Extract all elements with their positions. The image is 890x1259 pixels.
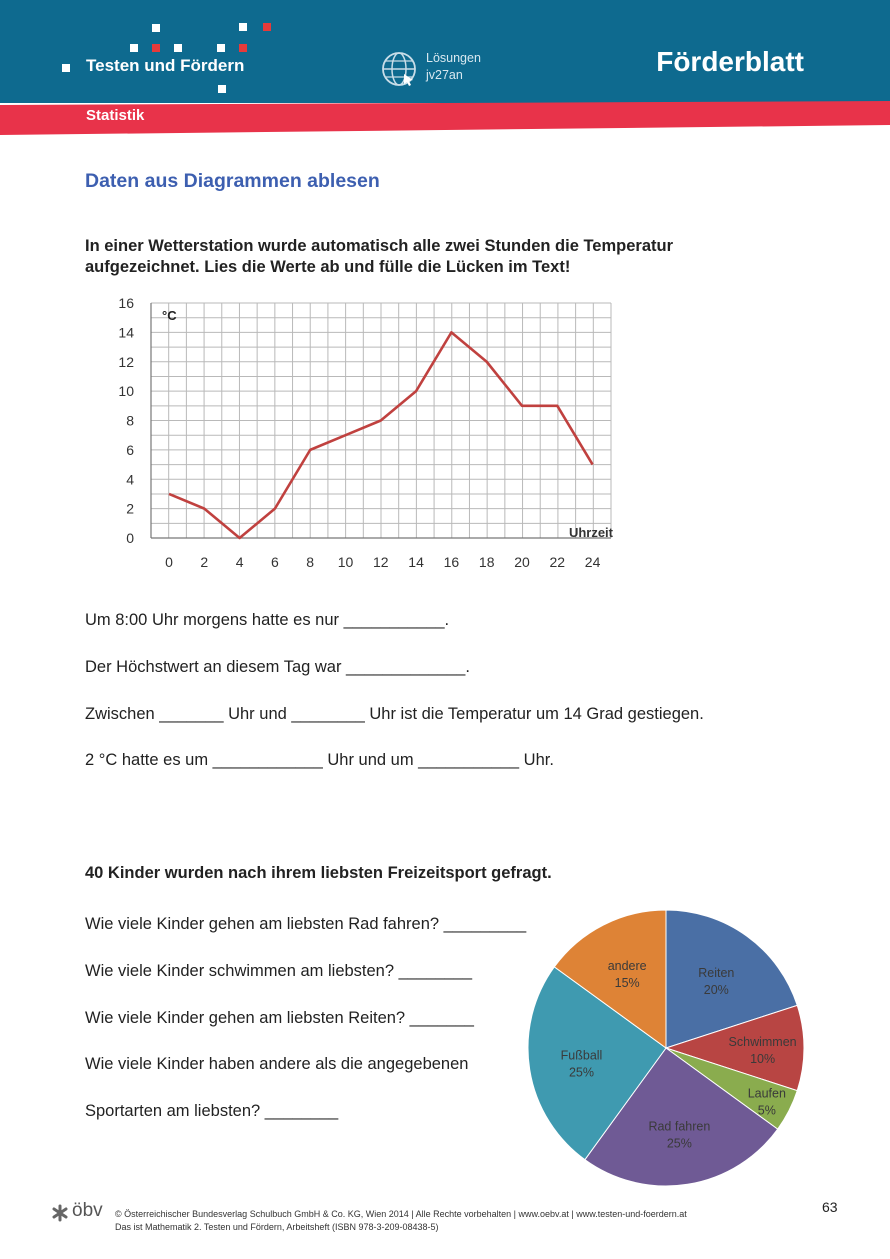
pie-slice-label: andere — [607, 958, 647, 973]
footer-isbn: Das ist Mathematik 2. Testen und Fördern, Arbeitsheft (ISBN 978-3-209-08438-5) — [115, 1222, 439, 1232]
y-tick-label: 4 — [126, 471, 134, 488]
solutions-label[interactable]: Lösungen — [426, 51, 481, 65]
task1-line2: aufgezeichnet. Lies die Werte ab und fülle die Lücken im Text! — [85, 258, 571, 276]
y-tick-label: 16 — [118, 295, 134, 311]
x-tick-label: 22 — [549, 554, 566, 570]
sheet-title: Förderblatt — [656, 46, 804, 77]
question-line: Wie viele Kinder haben andere als die angegebenen — [85, 1055, 469, 1073]
publisher-name: öbv — [72, 1200, 103, 1221]
pie-slice-percent: 20% — [703, 982, 729, 997]
question-line: 2 °C hatte es um ____________ Uhr und um ___________ Uhr. — [85, 751, 554, 769]
task2-instruction: 40 Kinder wurden nach ihrem liebsten Freizeitsport gefragt. — [85, 864, 552, 882]
x-tick-label: 0 — [165, 554, 173, 570]
x-tick-label: 2 — [200, 554, 209, 570]
pie-slice-percent: 25% — [568, 1065, 595, 1080]
pie-slice-label: Reiten — [698, 965, 735, 980]
y-tick-label: 8 — [126, 412, 134, 429]
x-tick-label: 18 — [478, 554, 495, 570]
brand-name: Testen und Fördern — [86, 56, 245, 75]
pie-slice-percent: 15% — [614, 975, 640, 990]
question-line: Sportarten am liebsten? ________ — [85, 1102, 339, 1120]
pie-slice-percent: 10% — [750, 1052, 776, 1066]
question-line: Wie viele Kinder gehen am liebsten Rad fahren? _________ — [85, 915, 527, 933]
temperature-line-chart — [0, 0, 890, 600]
y-tick-label: 2 — [126, 500, 134, 517]
x-tick-label: 14 — [408, 554, 424, 570]
x-tick-label: 20 — [514, 554, 530, 570]
question-line: Der Höchstwert an diesem Tag war _____________. — [85, 658, 470, 676]
sports-pie-chart — [520, 900, 820, 1200]
question-line: Wie viele Kinder gehen am liebsten Reiten? _______ — [85, 1009, 474, 1027]
pie-slice-percent: 25% — [666, 1136, 692, 1151]
y-tick-label: 12 — [118, 353, 134, 370]
x-tick-label: 16 — [443, 554, 460, 570]
y-tick-label: 6 — [126, 441, 134, 458]
x-tick-label: 4 — [235, 554, 244, 570]
question-line: Wie viele Kinder schwimmen am liebsten? ________ — [85, 962, 473, 980]
page-number: 63 — [822, 1199, 838, 1215]
pie-slice-label: Fußball — [560, 1048, 603, 1063]
section-label: Statistik — [86, 107, 145, 124]
x-axis-label: Uhrzeit — [568, 525, 613, 540]
solutions-code[interactable]: jv27an — [426, 68, 463, 82]
pie-slice-percent: 5% — [757, 1103, 776, 1118]
x-tick-label: 10 — [337, 554, 354, 570]
pie-slice-label: Laufen — [747, 1086, 786, 1101]
y-tick-label: 0 — [126, 530, 134, 546]
y-tick-label: 10 — [118, 383, 134, 400]
pie-slice-label: Schwimmen — [728, 1035, 797, 1049]
x-tick-label: 6 — [271, 554, 279, 570]
x-tick-label: 8 — [306, 554, 315, 570]
publisher-star-icon — [50, 1203, 70, 1223]
page-heading: Daten aus Diagrammen ablesen — [85, 170, 380, 192]
question-line: Zwischen _______ Uhr und ________ Uhr ist die Temperatur um 14 Grad gestiegen. — [85, 705, 704, 723]
question-line: Um 8:00 Uhr morgens hatte es nur ___________. — [85, 611, 450, 629]
x-tick-label: 24 — [584, 554, 601, 570]
y-axis-label: °C — [162, 308, 177, 323]
task1-line1: In einer Wetterstation wurde automatisch alle zwei Stunden die Temperatur — [85, 237, 674, 255]
x-tick-label: 12 — [373, 554, 389, 570]
pie-slice-label: Rad fahren — [648, 1119, 711, 1134]
footer-copyright: © Österreichischer Bundesverlag Schulbuch GmbH & Co. KG, Wien 2014 | Alle Rechte vorbehalten | www.oebv.at | www.testen-und-foerdern.at — [115, 1209, 687, 1219]
y-tick-label: 14 — [118, 324, 134, 341]
